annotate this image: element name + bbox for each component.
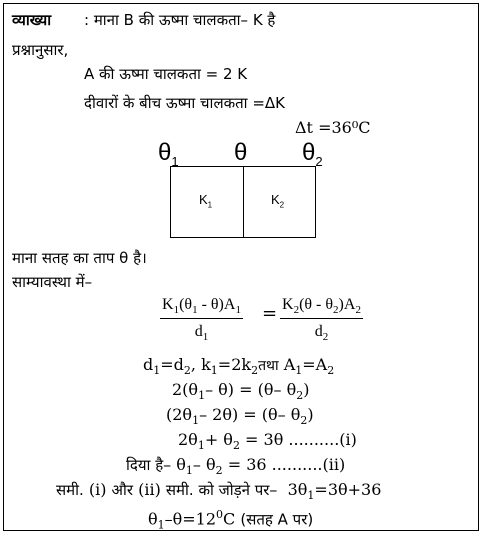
a-conductivity-line: A की ऊष्मा चालकता = 2 K: [84, 65, 248, 83]
delta-t-line: Δt =36⁰C: [295, 118, 371, 137]
theta1-label: $\theta_1$: [158, 139, 179, 169]
equals-sign: =: [262, 303, 278, 324]
fraction-left-numerator: $K_1(\theta_1 - \theta)A_1$: [160, 296, 243, 319]
equation-3: $2\theta_1+ \theta_2 = 3\theta$ ..........(i): [178, 430, 357, 453]
k1-label: $K_1$: [199, 192, 213, 210]
theta2-label: $\theta_2$: [302, 139, 323, 169]
surface-temp-line: माना सतह का ताप θ है।: [12, 249, 147, 267]
walls-conductivity-line: दीवारों के बीच ऊष्मा चालकता =ΔK: [84, 94, 286, 112]
condition-line: $d_1=d_2$, $k_1=2k_2तथा$ $A_1=A_2$: [143, 355, 335, 378]
according-to-question: प्रश्नानुसार,: [12, 41, 69, 59]
equation-4: दिया है– $\theta_1-$ $\theta_2 = 36$ ..........(ii): [126, 455, 346, 478]
fraction-right-denominator: $d_2$: [314, 323, 329, 344]
two-layer-wall-diagram: [158, 140, 338, 240]
intro-line: : माना B की ऊष्मा चालकता– K है: [84, 11, 276, 29]
equilibrium-line: साम्यावस्था में–: [12, 273, 93, 291]
result-line: $\theta_1-\theta=12^0C$ (सतह A पर): [148, 508, 314, 532]
k2-label: $K_2$: [271, 192, 285, 210]
fraction-left-denominator: $d_1$: [194, 323, 209, 344]
equation-5: समी. (i) और (ii) समी. को जोड़ने पर– $3\theta_1=3\theta+36$: [56, 480, 382, 503]
equation-1: $2(\theta_1-$ θ) = (θ– $\theta_2$): [172, 380, 310, 403]
wall-box: [170, 166, 316, 238]
theta-label: θ: [234, 139, 248, 166]
equation-2: ($2\theta_1-$ 2θ) = (θ– $\theta_2$): [166, 405, 314, 428]
fraction-left: [160, 296, 243, 343]
wall-divider: [243, 167, 244, 237]
fraction-right: [280, 296, 363, 343]
solution-heading: व्याख्या: [12, 11, 52, 29]
fraction-right-numerator: $K_2(\theta - \theta_2)A_2$: [280, 296, 363, 319]
